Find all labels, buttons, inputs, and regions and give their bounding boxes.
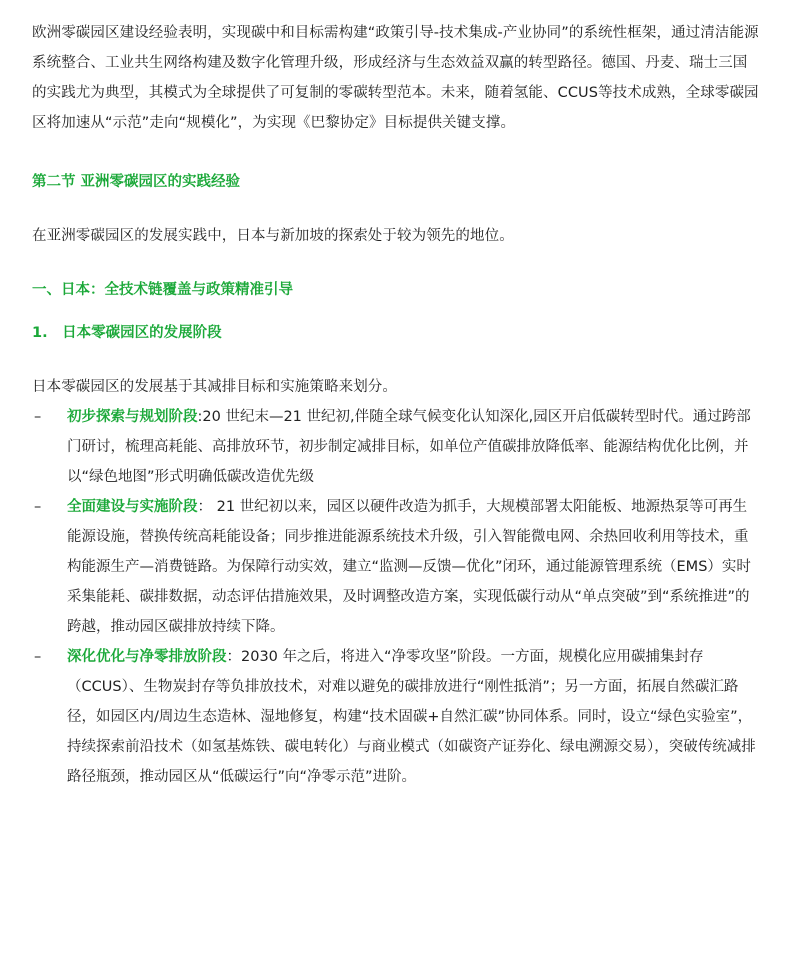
stage-text: ： 21 世纪初以来，园区以硬件改造为抓手，大规模部署太阳能板、地源热泵等可再生能源设施，替换传统高耗能设备；同步推进能源系统技术升级，引入智能微电网、余热回收利用等技术，重构能源生产—消费链路。为保障行动实效，建立“监测—反馈—优化”闭环，通过能源管理系统（EMS）实时采集能耗、碳排数据，动态评估措施效果，及时调整改造方案，实现低碳行动从“单点突破”到“系统推进”的跨越，推动园区碳排放持续下降。 bbox=[67, 499, 751, 635]
stage-body bbox=[67, 402, 759, 492]
intro-paragraph: 欧洲零碳园区建设经验表明，实现碳中和目标需构建“政策引导-技术集成-产业协同”的系统性框架，通过清洁能源系统整合、工业共生网络构建及数字化管理升级，形成经济与生态效益双赢的转型路径。德国、丹麦、瑞士三国的实践尤为典型，其模式为全球提供了可复制的零碳转型范本。未来，随着氢能、CCUS等技术成熟，全球零碳园区将加速从“示范”走向“规模化”，为实现《巴黎协定》目标提供关键支撑。 bbox=[32, 25, 759, 131]
stage-body bbox=[67, 492, 759, 642]
list-dash: – bbox=[34, 649, 42, 665]
stage-item-3 bbox=[32, 642, 759, 792]
section-intro-paragraph: 在亚洲零碳园区的发展实践中，日本与新加坡的探索处于较为领先的地位。 bbox=[32, 228, 514, 244]
stage-item-2 bbox=[32, 492, 759, 642]
stage-body bbox=[67, 642, 759, 792]
stage-label: 全面建设与实施阶段 bbox=[67, 499, 198, 515]
stage-text: :20 世纪末—21 世纪初,伴随全球气候变化认知深化,园区开启低碳转型时代。通过跨部门研讨，梳理高耗能、高排放环节，初步制定减排目标，如单位产值碳排放降低率、能源结构优化比例，并以“绿色地图”形式明确低碳改造优先级 bbox=[67, 409, 751, 485]
stage-label: 初步探索与规划阶段 bbox=[67, 409, 198, 425]
section-title: 第二节 亚洲零碳园区的实践经验 bbox=[32, 174, 241, 190]
list-dash: – bbox=[34, 409, 42, 425]
subsection-title: 一、日本：全技术链覆盖与政策精准引导 bbox=[32, 282, 293, 298]
subsubsection-title: 1. 日本零碳园区的发展阶段 bbox=[32, 325, 222, 341]
stage-item-1 bbox=[32, 402, 759, 492]
stage-text: ：2030 年之后，将进入“净零攻坚”阶段。一方面，规模化应用碳捕集封存（CCUS）、生物炭封存等负排放技术，对难以避免的碳排放进行“刚性抵消”；另一方面，拓展自然碳汇路径，如园区内/周边生态造林、湿地修复，构建“技术固碳+自然汇碳”协同体系。同时，设立“绿色实验室”，持续探索前沿技术（如氢基炼铁、碳电转化）与商业模式（如碳资产证券化、绿电溯源交易），突破传统减排路径瓶颈，推动园区从“低碳运行”向“净零示范”进阶。 bbox=[67, 649, 756, 785]
stages-intro-paragraph: 日本零碳园区的发展基于其减排目标和实施策略来划分。 bbox=[32, 379, 397, 395]
list-dash: – bbox=[34, 499, 42, 515]
stage-label: 深化优化与净零排放阶段 bbox=[67, 649, 227, 665]
